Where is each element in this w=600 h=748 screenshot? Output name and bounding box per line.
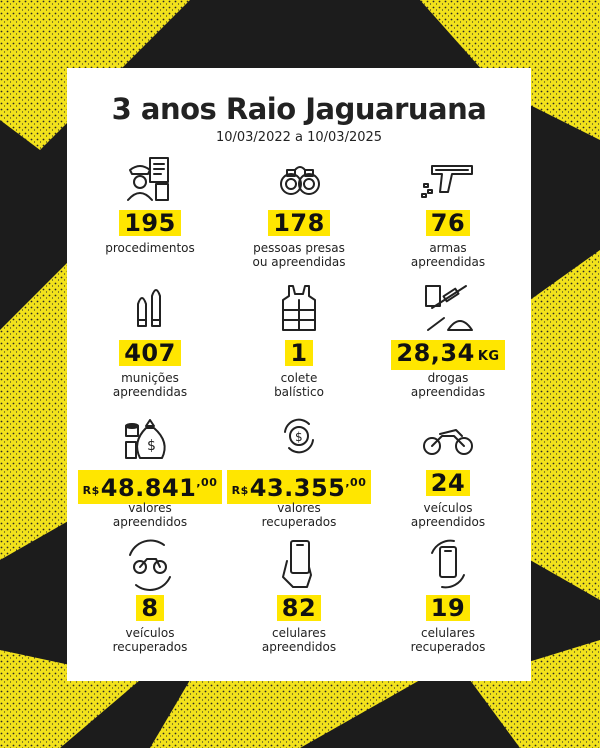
stat-label: colete [280,371,318,385]
stat-label: pessoas presas [253,241,345,255]
stat-label: veículos [125,626,175,640]
stat-value: 8 [136,595,163,621]
stat-procedimentos [75,152,225,255]
stat-label: celulares [272,626,326,640]
stat-value: 28,34 KG [391,340,504,370]
stat-label: recuperados [410,640,486,654]
police-documents-icon [120,152,180,206]
svg-text:$: $ [295,430,303,444]
stat-municoes [75,282,225,399]
stat-veiculos-apreendidos [373,412,523,529]
stat-value: 1 [285,340,312,366]
pistol-icon [418,152,478,206]
stat-value: $R\$43.355^{,00}$ [227,470,372,504]
stat-label: celulares [421,626,475,640]
hand-phone-icon [269,537,329,591]
stat-value: 19 [426,595,470,621]
stat-value: 407 [119,340,181,366]
stat-celulares-recuperados [373,537,523,654]
stat-value: 82 [277,595,321,621]
stat-value: 76 [426,210,470,236]
stat-label: veículos [423,501,473,515]
stat-label: apreendidos [261,640,337,654]
bulletproof-vest-icon [269,282,329,336]
stat-celulares-apreendidos [224,537,374,654]
stat-valores-apreendidos [75,412,225,529]
stat-label: apreendidos [112,515,188,529]
stat-label: apreendidas [410,255,486,269]
page-title: 3 anos Raio Jaguaruana [111,92,487,126]
stat-cents: ,00 [345,476,367,489]
stat-colete [224,282,374,399]
stat-valores-recuperados [224,412,374,529]
money-recovered-icon [269,412,329,466]
phone-recovered-icon [418,537,478,591]
stat-label: balístico [274,385,324,399]
stat-label: procedimentos [105,241,195,255]
motorcycle-icon [418,412,478,466]
stat-value: 195 [119,210,181,236]
bullets-icon [120,282,180,336]
stat-label: munições [121,371,179,385]
stat-value: 24 [426,470,470,496]
handcuffs-icon [269,152,329,206]
stat-unit: KG [477,349,500,364]
stat-label: recuperados [112,640,188,654]
yellow-shard-right [530,250,600,600]
stat-label: apreendidos [410,515,486,529]
stat-value: 178 [268,210,330,236]
stat-cents: ,00 [196,476,218,489]
date-range: 10/03/2022 a 10/03/2025 [215,130,383,145]
stat-label: armas [429,241,467,255]
stat-label: valores [128,501,172,515]
stat-label: apreendidas [112,385,188,399]
drugs-syringe-icon [418,282,478,336]
stat-veiculos-recuperados [75,537,225,654]
stat-armas [373,152,523,269]
stat-label: valores [277,501,321,515]
stat-value: $R\$48.841^{,00}$ [78,470,223,504]
currency-symbol: R$ [231,484,249,497]
stat-label: recuperados [261,515,337,529]
stat-drogas [373,282,523,399]
currency-symbol: R$ [82,484,100,497]
stat-pessoas-presas [224,152,374,269]
stat-label: ou apreendidas [252,255,346,269]
money-bag-icon [120,412,180,466]
svg-text:$: $ [147,438,156,454]
motorcycle-recovered-icon [120,537,180,591]
stats-card [67,68,531,681]
stat-label: apreendidas [410,385,486,399]
stat-label: drogas [427,371,469,385]
